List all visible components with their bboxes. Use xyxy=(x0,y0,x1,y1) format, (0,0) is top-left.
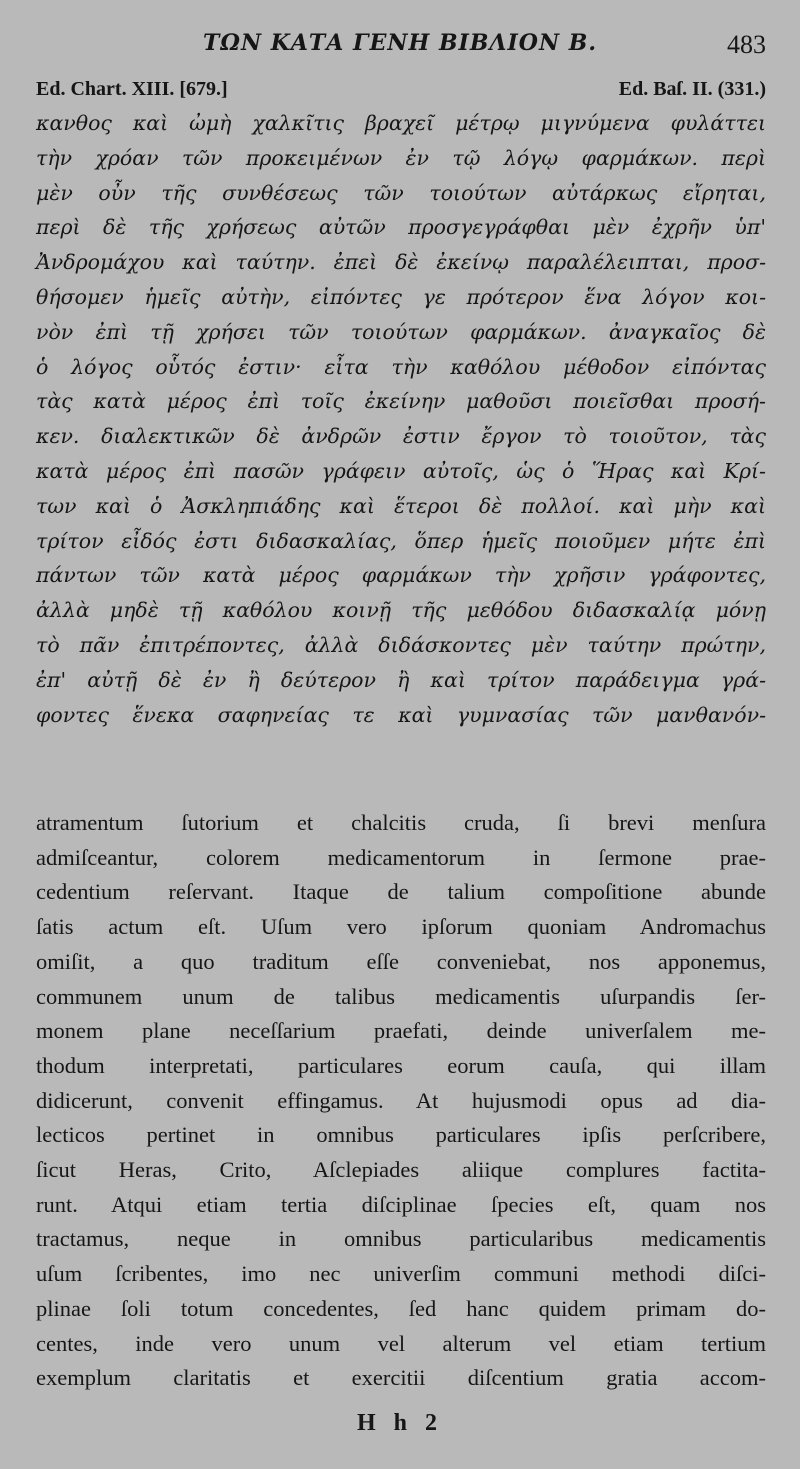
latin-text-line: didicerunt, convenit effingamus. At hujusmodi opus ad dia- xyxy=(36,1087,766,1113)
greek-text-line: ἐπ' αὐτῇ δὲ ἐν ἢ δεύτερον ἢ καὶ τρίτον παράδειγμα γρά- xyxy=(36,667,766,692)
greek-text-line: Ἀνδρομάχου καὶ ταύτην. ἐπεὶ δὲ ἐκείνῳ παραλέλειπται, προσ- xyxy=(36,250,766,275)
latin-text-line: plinae ſoli totum concedentes, ſed hanc quidem primam do- xyxy=(36,1295,766,1321)
latin-text-line: communem unum de talibus medicamentis uſurpandis ſer- xyxy=(36,983,766,1009)
greek-text-line: μὲν οὖν τῆς συνθέσεως τῶν τοιούτων αὐτάρκως εἴρηται, xyxy=(36,180,766,205)
greek-text-line: των καὶ ὁ Ἀσκληπιάδης καὶ ἕτεροι δὲ πολλοί. καὶ μὴν καὶ xyxy=(36,493,766,518)
latin-text-line: atramentum ſutorium et chalcitis cruda, ſi brevi menſura xyxy=(36,810,766,835)
latin-text-line: thodum interpretati, particulares eorum cauſa, qui illam xyxy=(36,1052,766,1078)
latin-text-line: ſicut Heras, Crito, Aſclepiades aliique complures factita- xyxy=(36,1157,766,1183)
greek-text-line: κανθος καὶ ὠμὴ χαλκῖτις βραχεῖ μέτρῳ μιγνύμενα φυλάττει xyxy=(36,111,766,135)
edition-right: Ed. Baſ. II. (331.) xyxy=(618,78,766,100)
greek-text-line: φοντες ἕνεκα σαφηνείας τε καὶ γυμνασίας τῶν μανθανόν- xyxy=(36,702,766,727)
latin-text-line: exemplum claritatis et exercitii diſcentium gratia accom- xyxy=(36,1365,766,1391)
latin-text-block xyxy=(36,806,766,1396)
greek-text-block xyxy=(36,106,766,732)
greek-text-line: τὸ πᾶν ἐπιτρέποντες, ἀλλὰ διδάσκοντες μὲν ταύτην πρώτην, xyxy=(36,632,766,657)
greek-text-line: νὸν ἐπὶ τῇ χρήσει τῶν τοιούτων φαρμάκων. ἀναγκαῖος δὲ xyxy=(36,319,766,344)
latin-text-line: ſatis actum eſt. Uſum vero ipſorum quoniam Andromachus xyxy=(36,914,766,940)
latin-text-line: lecticos pertinet in omnibus particulares ipſis perſcribere, xyxy=(36,1122,766,1148)
greek-text-line: ὁ λόγος οὗτός ἐστιν· εἶτα τὴν καθόλου μέθοδον εἰπόντας xyxy=(36,354,766,379)
page-number: 483 xyxy=(727,30,766,59)
greek-text-line: θήσομεν ἡμεῖς αὐτὴν, εἰπόντες γε πρότερον ἕνα λόγον κοι- xyxy=(36,284,766,309)
greek-text-line: κατὰ μέρος ἐπὶ πασῶν γράφειν αὐτοῖς, ὡς ὁ Ἥρας καὶ Κρί- xyxy=(36,458,766,483)
greek-text-line: τὰς κατὰ μέρος ἐπὶ τοῖς ἐκείνην μαθοῦσι ποιεῖσθαι προσή- xyxy=(36,389,766,414)
latin-text-line: cedentium reſervant. Itaque de talium compoſitione abunde xyxy=(36,879,766,905)
running-head: ΤΩΝ ΚΑΤΑ ΓΕΝΗ ΒΙΒΛΙΟΝ Β. xyxy=(203,30,597,56)
signature-mark: H h 2 xyxy=(356,1410,443,1436)
latin-text-line: runt. Atqui etiam tertia diſciplinae ſpecies eſt, quam nos xyxy=(36,1191,766,1217)
latin-text-line: monem plane neceſſarium praefati, deinde univerſalem me- xyxy=(36,1018,766,1044)
greek-text-line: κεν. διαλεκτικῶν δὲ ἀνδρῶν ἐστιν ἔργον τὸ τοιοῦτον, τὰς xyxy=(36,424,766,449)
latin-text-line: admiſceantur, colorem medicamentorum in ſermone prae- xyxy=(36,844,766,870)
edition-line xyxy=(36,78,766,101)
greek-text-line: τὴν χρόαν τῶν προκειμένων ἐν τῷ λόγῳ φαρμάκων. περὶ xyxy=(36,145,766,170)
greek-text-line: ἀλλὰ μηδὲ τῇ καθόλου κοινῇ τῆς μεθόδου διδασκαλίᾳ μόνῃ xyxy=(36,598,766,623)
greek-text-line: πάντων τῶν κατὰ μέρος φαρμάκων τὴν χρῆσιν γράφοντες, xyxy=(36,563,766,588)
greek-text-line: περὶ δὲ τῆς χρήσεως αὐτῶν προσγεγράφθαι μὲν ἐχρῆν ὑπ' xyxy=(36,215,766,240)
edition-left: Ed. Chart. XIII. [679.] xyxy=(36,78,228,100)
latin-text-line: centes, inde vero unum vel alterum vel etiam tertium xyxy=(36,1330,766,1356)
greek-text-line: τρίτον εἶδός ἐστι διδασκαλίας, ὅπερ ἡμεῖς ποιοῦμεν μήτε ἐπὶ xyxy=(36,528,766,553)
latin-text-line: omiſit, a quo traditum eſſe conveniebat, nos apponemus, xyxy=(36,948,766,974)
latin-text-line: uſum ſcribentes, imo nec univerſim communi methodi diſci- xyxy=(36,1261,766,1287)
latin-text-line: tractamus, neque in omnibus particularibus medicamentis xyxy=(36,1226,766,1252)
